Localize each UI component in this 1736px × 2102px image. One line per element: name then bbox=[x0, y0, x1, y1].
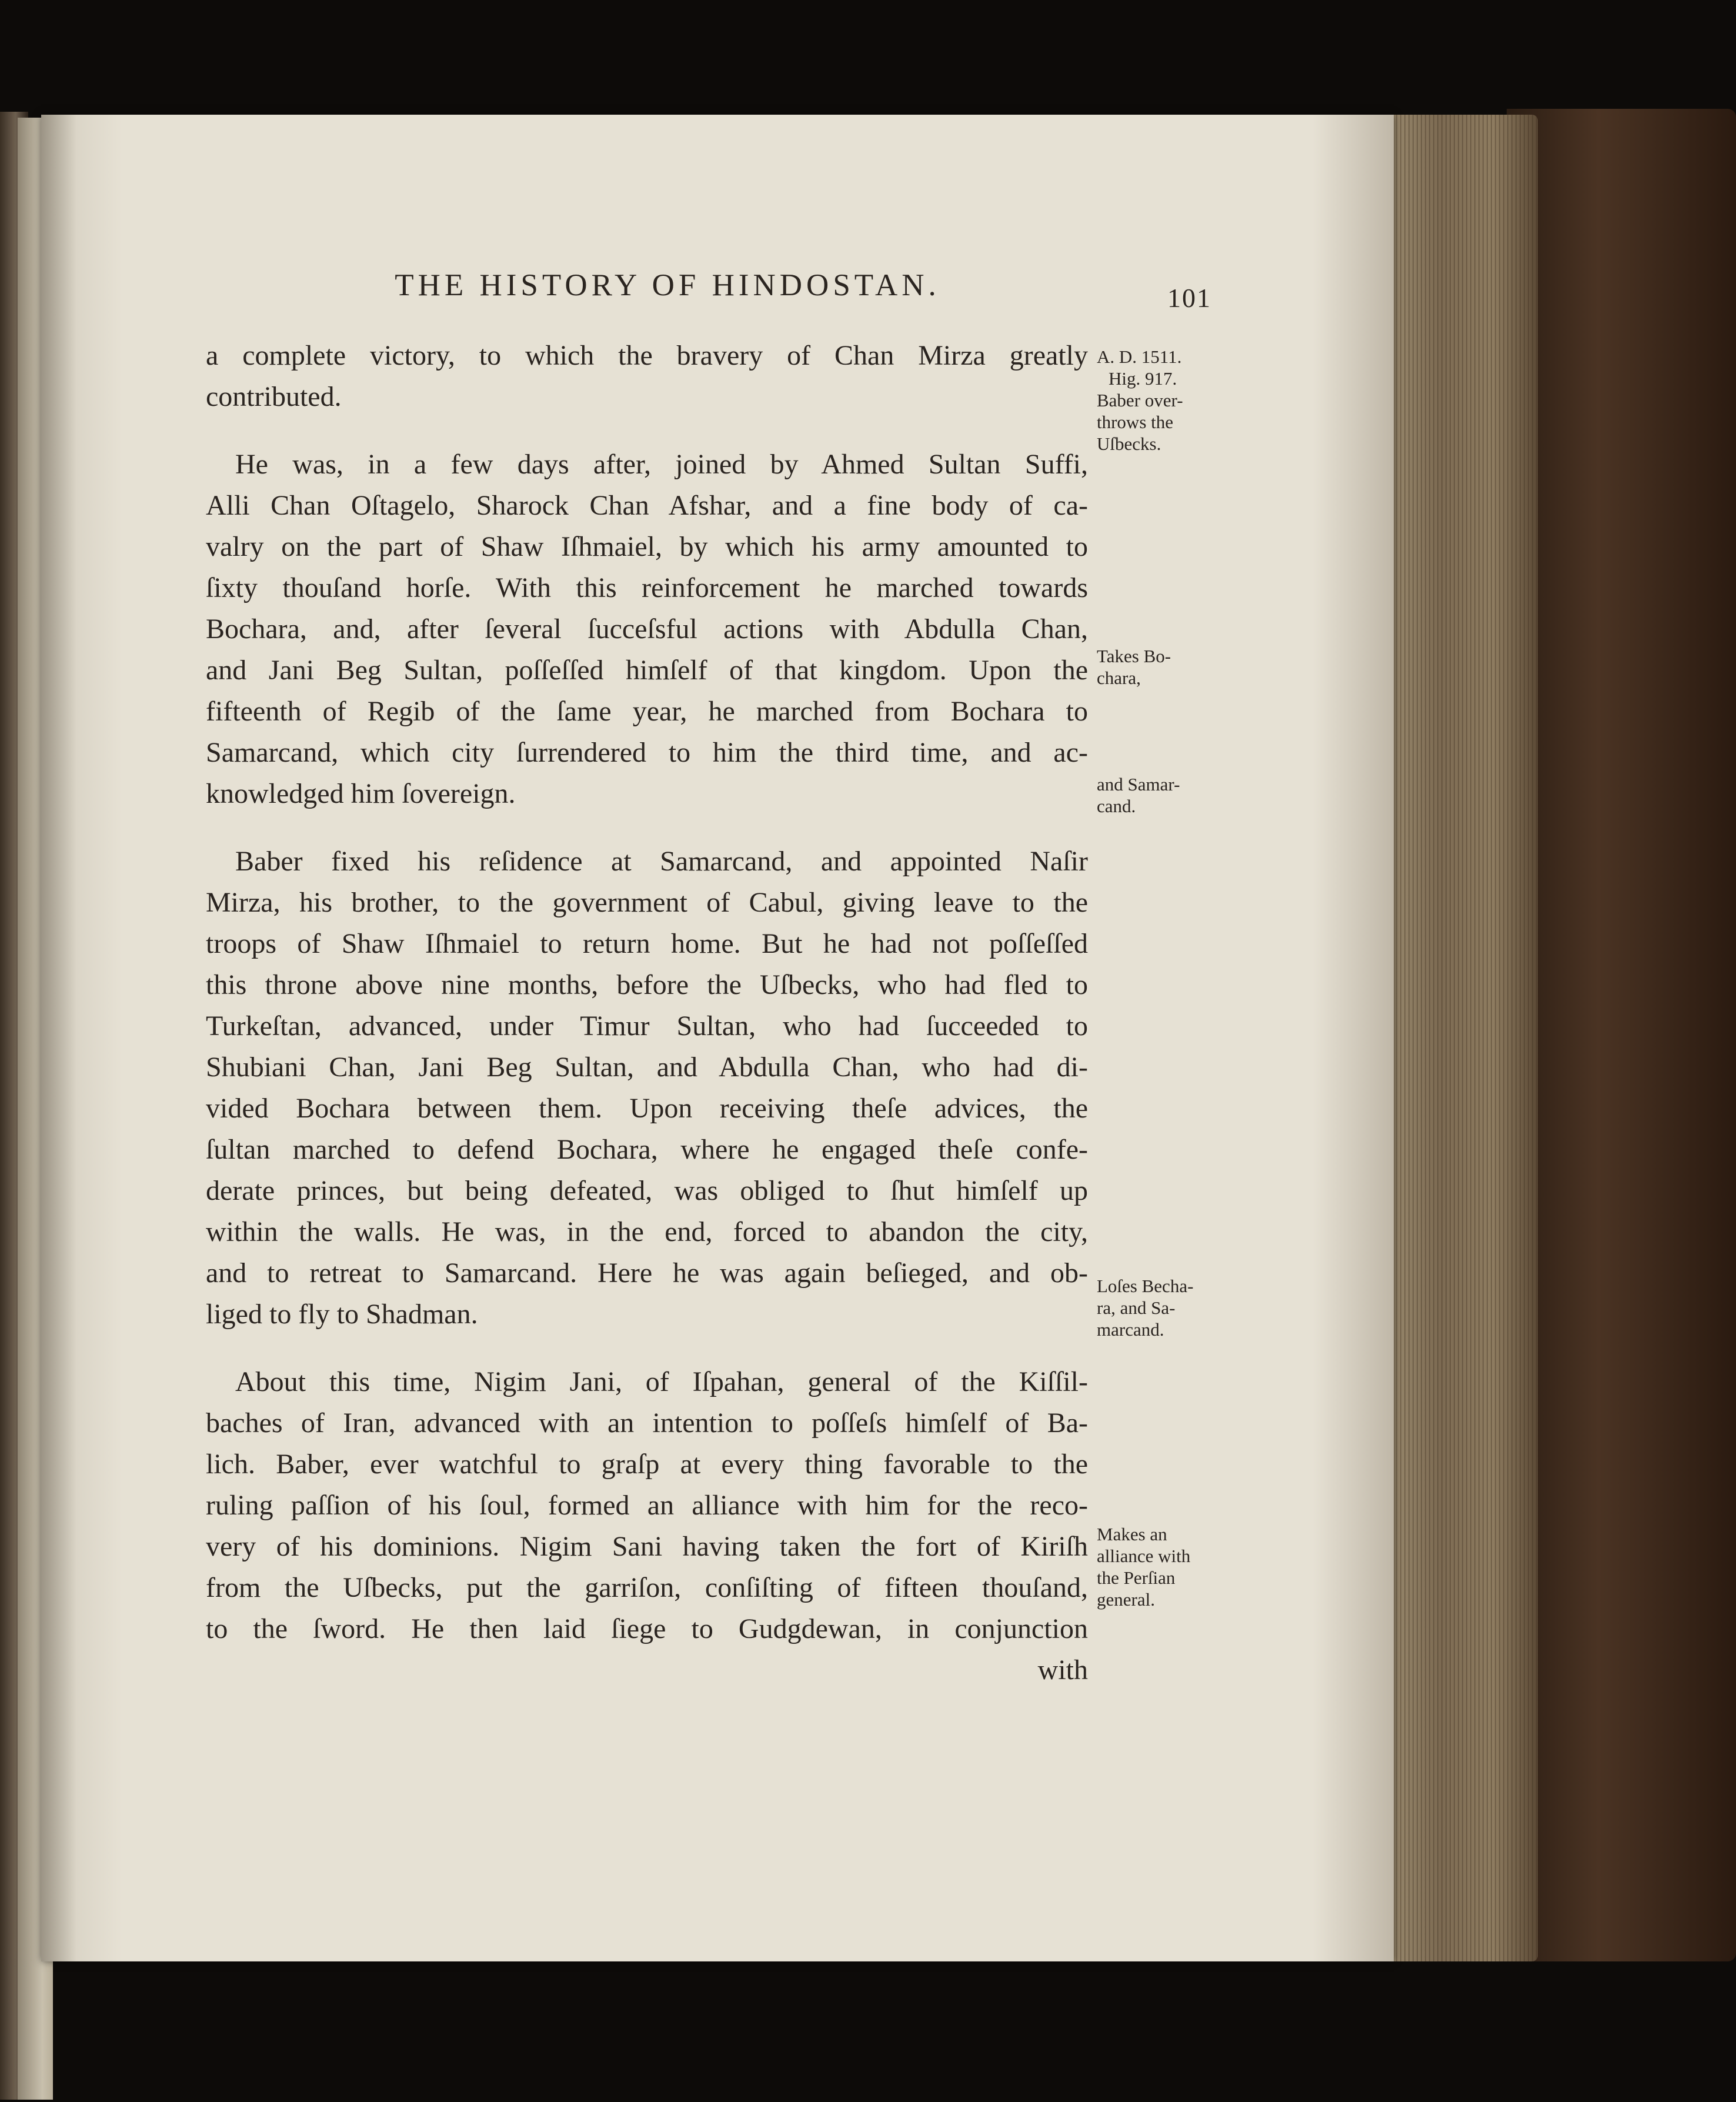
text-line: ruling paſſion of his ſoul, formed an alliance with him for the reco- bbox=[206, 1490, 1088, 1521]
text-line: lich. Baber, ever watchful to graſp at every thing favorable to the bbox=[206, 1449, 1088, 1480]
text-line: from the Uſbecks, put the garriſon, conſiſting of fifteen thouſand, bbox=[206, 1572, 1088, 1603]
text-line: troops of Shaw Iſhmaiel to return home. But he had not poſſeſſed bbox=[206, 928, 1088, 959]
text-line: vided Bochara between them. Upon receiving theſe advices, the bbox=[206, 1093, 1088, 1124]
text-line: very of his dominions. Nigim Sani having taken the fort of Kiriſh bbox=[206, 1531, 1088, 1562]
margin-note-line: the Perſian bbox=[1097, 1567, 1176, 1588]
text-line: ſixty thouſand horſe. With this reinforcement he marched towards bbox=[206, 572, 1088, 603]
catchword: with bbox=[1037, 1654, 1088, 1686]
margin-note-line: Takes Bo- bbox=[1097, 646, 1171, 666]
book-cover-edge bbox=[1507, 109, 1736, 1961]
page-block-edge bbox=[1388, 115, 1538, 1961]
text-line: this throne above nine months, before the Uſbecks, who had fled to bbox=[206, 969, 1088, 1000]
text-line: derate princes, but being defeated, was obliged to ſhut himſelf up bbox=[206, 1175, 1088, 1206]
text-line: Samarcand, which city ſurrendered to him the third time, and ac- bbox=[206, 737, 1088, 768]
margin-note-line: and Samar- bbox=[1097, 774, 1180, 795]
margin-note-line: chara, bbox=[1097, 668, 1141, 688]
margin-note-line: cand. bbox=[1097, 796, 1136, 816]
text-line: Alli Chan Oſtagelo, Sharock Chan Afshar, and a fine body of ca- bbox=[206, 490, 1088, 521]
text-line: contributed. bbox=[206, 381, 342, 412]
text-line: Turkeſtan, advanced, under Timur Sultan, who had ſucceeded to bbox=[206, 1010, 1088, 1042]
text-line: He was, in a few days after, joined by Ahmed Sultan Suffi, bbox=[235, 449, 1088, 480]
text-line: Bochara, and, after ſeveral ſucceſsful actions with Abdulla Chan, bbox=[206, 613, 1088, 645]
paragraph bbox=[206, 444, 1088, 815]
margin-note-samarcand bbox=[1097, 773, 1220, 817]
body-text bbox=[206, 335, 1088, 1691]
margin-note-line: ra, and Sa- bbox=[1097, 1297, 1176, 1318]
margin-note-bochara bbox=[1097, 645, 1220, 689]
margin-note-line: marcand. bbox=[1097, 1319, 1164, 1340]
margin-note-line: A. D. 1511. bbox=[1097, 346, 1182, 367]
text-line: ſultan marched to defend Bochara, where he engaged theſe confe- bbox=[206, 1134, 1088, 1165]
text-line: within the walls. He was, in the end, forced to abandon the city, bbox=[206, 1216, 1088, 1247]
margin-note-line: Baber over- bbox=[1097, 390, 1183, 411]
page-number: 101 bbox=[1167, 283, 1211, 313]
text-line: valry on the part of Shaw Iſhmaiel, by which his army amounted to bbox=[206, 531, 1088, 562]
text-line: fifteenth of Regib of the ſame year, he marched from Bochara to bbox=[206, 696, 1088, 727]
text-line: to the ſword. He then laid ſiege to Gudgdewan, in conjunction bbox=[206, 1613, 1088, 1644]
margin-note-line: Makes an bbox=[1097, 1524, 1167, 1544]
margin-note-date bbox=[1097, 346, 1220, 455]
text-line: Baber fixed his reſidence at Samarcand, and appointed Naſir bbox=[235, 846, 1088, 877]
margin-note-line: Hig. 917. bbox=[1109, 368, 1177, 389]
margin-note-line: throws the bbox=[1097, 412, 1174, 432]
text-line: and to retreat to Samarcand. Here he was again beſieged, and ob- bbox=[206, 1257, 1088, 1289]
text-line: liged to fly to Shadman. bbox=[206, 1299, 478, 1330]
text-line: baches of Iran, advanced with an intention to poſſeſs himſelf of Ba- bbox=[206, 1407, 1088, 1439]
margin-note-line: Loſes Becha- bbox=[1097, 1276, 1194, 1296]
text-line: About this time, Nigim Jani, of Iſpahan, general of the Kiſſil- bbox=[235, 1366, 1088, 1397]
text-line: Mirza, his brother, to the government of Cabul, giving leave to the bbox=[206, 887, 1088, 918]
text-line: Shubiani Chan, Jani Beg Sultan, and Abdulla Chan, who had di- bbox=[206, 1052, 1088, 1083]
paragraph bbox=[206, 335, 1088, 418]
text-line: and Jani Beg Sultan, poſſeſſed himſelf of that kingdom. Upon the bbox=[206, 655, 1088, 686]
text-line: a complete victory, to which the bravery of Chan Mirza greatly bbox=[206, 340, 1088, 371]
margin-note-alliance bbox=[1097, 1523, 1220, 1610]
running-head: THE HISTORY OF HINDOSTAN. bbox=[395, 268, 940, 302]
margin-note-loses bbox=[1097, 1275, 1220, 1340]
paragraph bbox=[206, 841, 1088, 1335]
text-line: knowledged him ſovereign. bbox=[206, 778, 516, 809]
gutter-shadow bbox=[41, 115, 76, 1961]
margin-note-line: alliance with bbox=[1097, 1546, 1191, 1566]
paragraph bbox=[206, 1362, 1088, 1650]
margin-note-line: general. bbox=[1097, 1589, 1155, 1610]
margin-note-line: Uſbecks. bbox=[1097, 433, 1161, 454]
